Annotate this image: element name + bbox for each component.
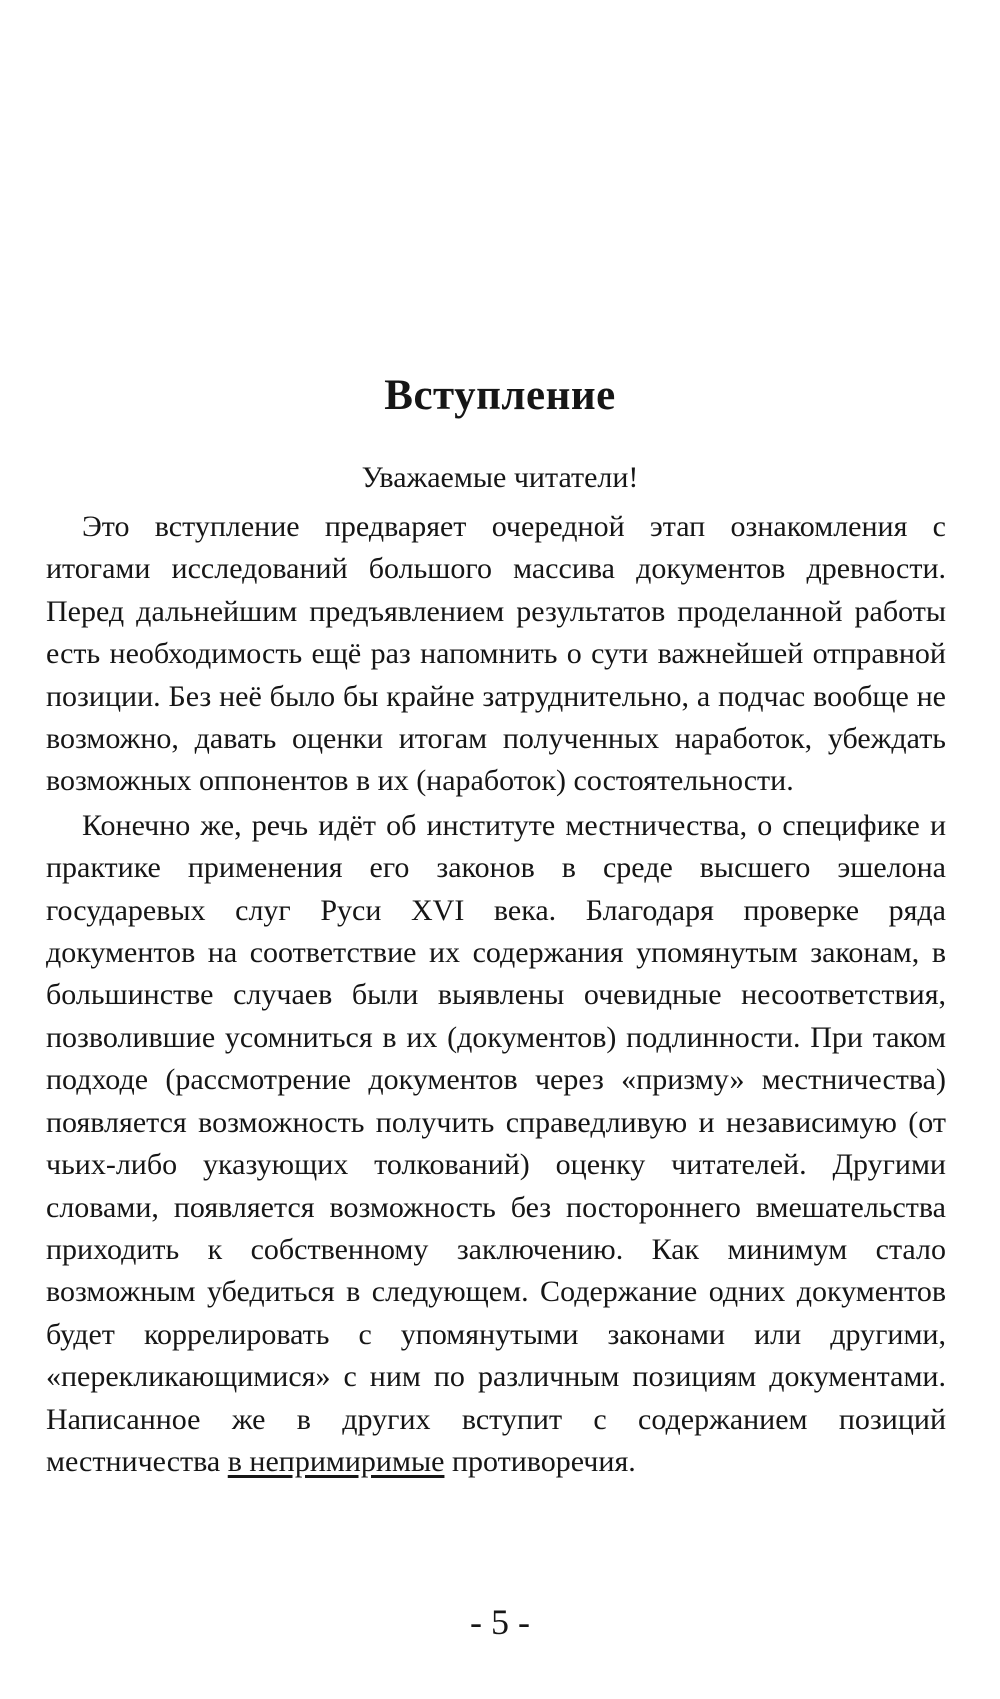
paragraph-2 <box>46 805 946 1484</box>
body-text <box>46 506 946 1483</box>
paragraph-2-ending: противоречия. <box>451 1444 636 1478</box>
underlined-phrase: в непримиримые <box>227 1444 445 1478</box>
paragraph-1: Это вступление предваряет очередной этап ознакомления с итогами исследований большого массива документов древности. Перед дальнейшим предъявлением результатов проделанной работы есть необходимость ещё раз напомнить о сути важнейшей отправной позиции. Без неё было бы крайне затруднительно, а подчас вообще не возможно, давать оценки итогам полученных наработок, убеждать возможных оппонентов в их (наработок) состоятельности. <box>46 510 946 798</box>
paragraph-2-text: Конечно же, речь идёт об институте местничества, о специфике и практике применения его законов в среде высшего эшелона государевых слуг Руси XVI века. Благодаря проверке ряда документов на соответствие их содержания упомянутым законам, в большинстве случаев были выявлены очевидные несоответствия, позволившие усомниться в их (документов) подлинности. При таком подходе (рассмотрение документов через «призму» местничества) появляется возможность получить справедливую и независимую (от чьих-либо указующих толкований) оценку читателей. Другими словами, появляется возможность без постороннего вмешательства приходить к собственному заключению. Как минимум стало возможным убедиться в следующем. Содержание одних документов будет коррелировать с упомянутыми законами или другими, «перекликающимися» с ним по различным позициям документами. Написанное же в других вступит с содержанием позиций местничества <box>46 808 946 1478</box>
greeting-line: Уважаемые читатели! <box>361 461 639 494</box>
page-number: - 5 - <box>470 1602 530 1642</box>
page-title: Вступление <box>384 372 616 419</box>
